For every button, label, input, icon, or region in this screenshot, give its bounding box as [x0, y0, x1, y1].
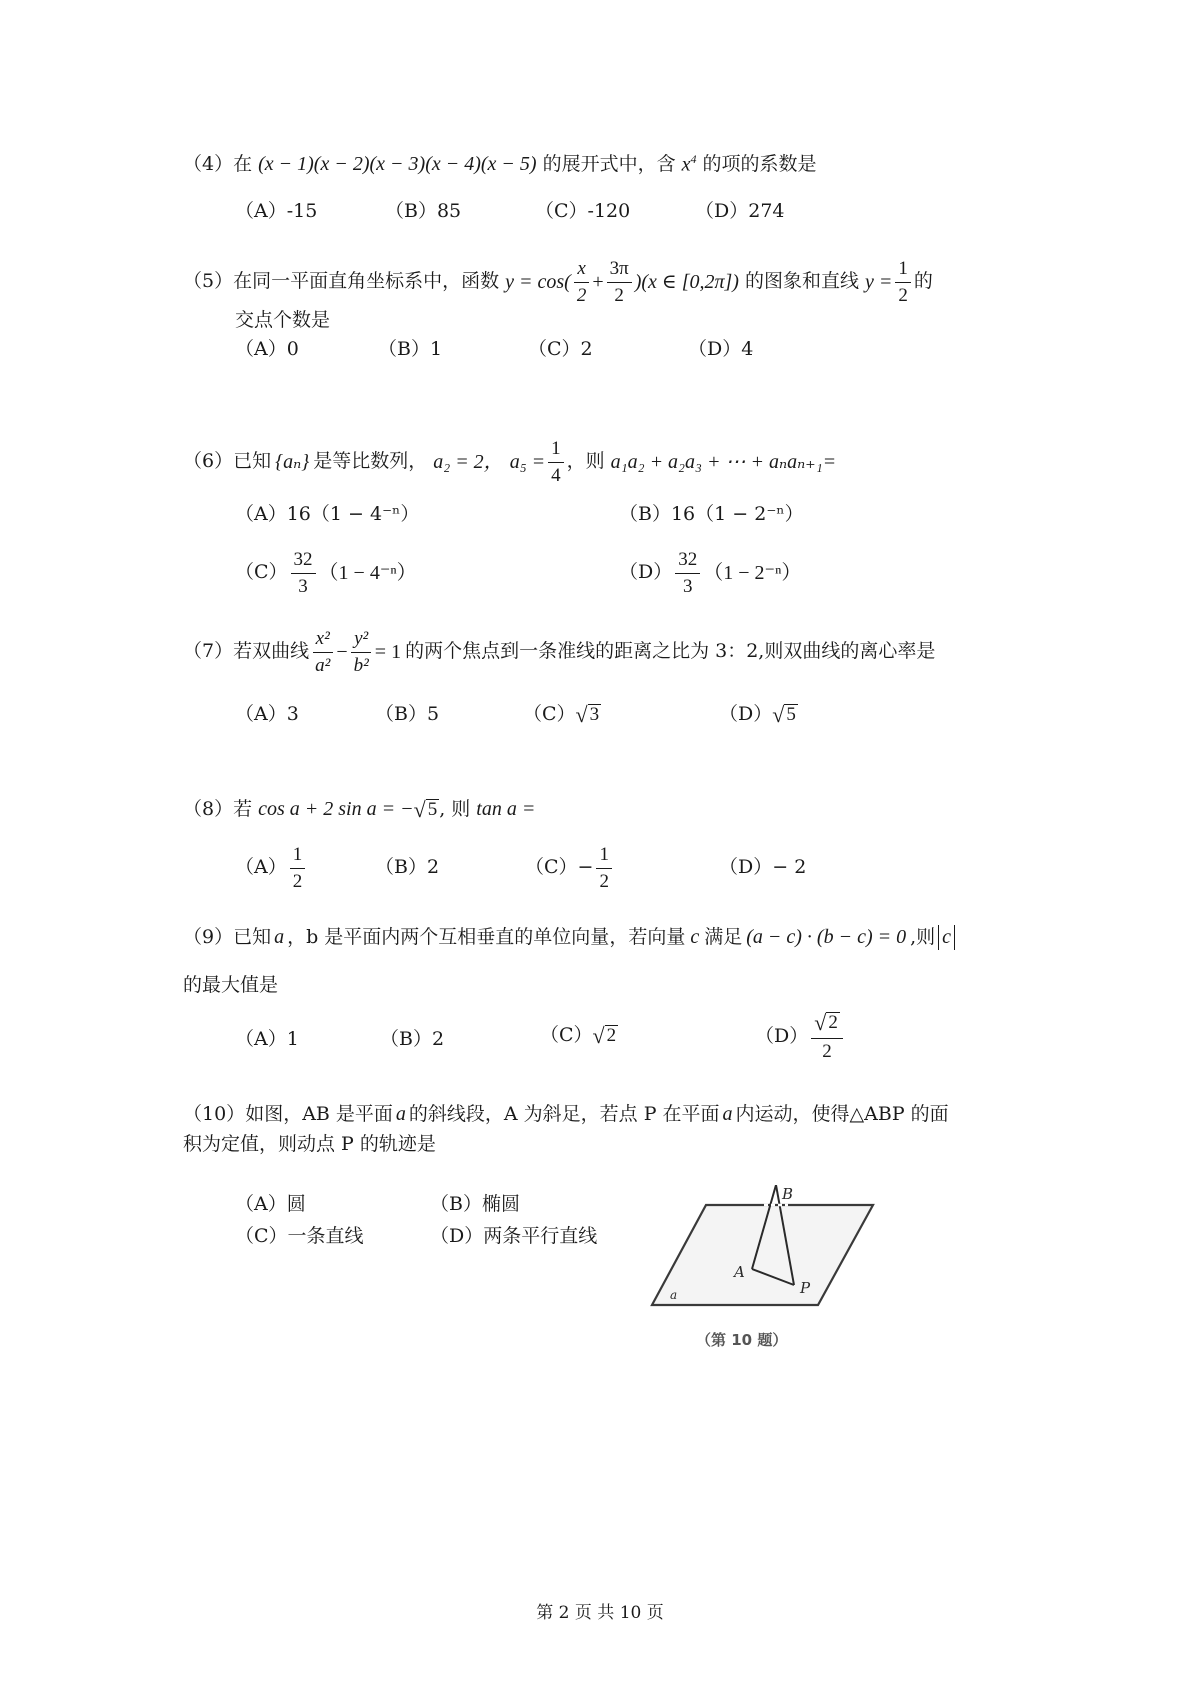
question-9-stem: （9） 已知 a ，b 是平面内两个互相垂直的单位向量，若向量 c 满足 (a − c) · (b − c) = 0 ,则 c: [183, 925, 1043, 950]
question-7: [183, 628, 1043, 749]
absolute-value: c: [938, 925, 955, 950]
question-8-options: [235, 844, 1043, 904]
question-5-options: [235, 338, 1043, 384]
question-9-options: [235, 1009, 1043, 1074]
option-b: （B）1: [378, 338, 443, 361]
polynomial-expression: (x − 1)(x − 2)(x − 3)(x − 4)(x − 5): [258, 153, 537, 176]
square-root: √ 5: [413, 796, 438, 822]
question-number: （7）: [183, 640, 234, 663]
square-root: √ 3: [575, 701, 600, 727]
option-c: （C）− $\frac{1}{2}$: [525, 844, 615, 893]
question-5-stem: （5） 在同一平面直角坐标系中，函数 y = cos( $\frac{x}{2}$ + $\frac{3\pi}{2}$ )(x ∈ [0,2π]) 的图象和直线 y = $\frac{1}{2}$ 的: [183, 258, 933, 306]
question-number: （4）: [183, 152, 234, 175]
option-b: （B）5: [375, 702, 440, 725]
question-5: （5） 在同一平面直角坐标系中，函数 y = cos( $\frac{x}{2}$ + $\frac{3\pi}{2}$ )(x ∈ [0,2π]) 的图象和直线 y = $\frac{1}{2}$ 的 交点个数是 （A）0 （B）1 （C）2 （D）4: [183, 258, 1043, 384]
question-7-options: [235, 703, 1043, 749]
question-10: （10） 如图，AB 是平面 a 的斜线段，A 为斜足，若点 P 在平面 a 内运动，使得△ABP 的面 积为定值，则动点 P 的轨迹是 （A）圆 （B）椭圆 （C）一条直线 （D）两条平行直线: [183, 1102, 1043, 1257]
fraction: $\frac{3\pi}{2}$: [607, 258, 632, 307]
option-a: （A）16（1 − 4⁻ⁿ）: [235, 502, 420, 525]
question-4: [183, 152, 1043, 246]
question-number: （6）: [183, 450, 234, 473]
option-d: （D）4: [688, 338, 754, 361]
question-8-stem: （8） 若 cos a + 2 sin a = − √ 5 , 则 tan a =: [183, 796, 536, 822]
question-6-options-row-2: [235, 549, 1043, 615]
option-a: （A）-15: [235, 199, 318, 222]
option-a: （A）0: [235, 338, 299, 361]
option-b: （B）2: [380, 1027, 445, 1050]
option-a: （A）圆: [235, 1192, 306, 1215]
option-a: （A）1: [235, 1027, 299, 1050]
option-c: （C）一条直线: [235, 1224, 364, 1247]
question-6-stem: （6） 已知 {aₙ} 是等比数列， a₂ = 2， a₅ = $\frac{1}{4}$ ，则 a₁a₂ + a₂a₃ + ⋯ + aₙaₙ₊₁=: [183, 438, 837, 486]
option-c: （C）2: [528, 338, 593, 361]
label-alpha: a: [670, 1288, 678, 1302]
option-c: （C） $\frac{32}{3}$ （1 − 4⁻ⁿ）: [235, 548, 417, 597]
question-10-options-row-1: [235, 1193, 1043, 1225]
option-d: （D） $\frac{32}{3}$ （1 − 2⁻ⁿ）: [619, 548, 802, 597]
fraction: $\frac{x}{2}$: [574, 258, 590, 307]
option-d: （D）两条平行直线: [430, 1224, 598, 1247]
label-p: P: [800, 1279, 811, 1297]
plane-alpha: [652, 1205, 873, 1305]
option-d: （D）− 2: [719, 856, 807, 878]
page-footer: 第 2 页 共 10 页: [536, 1603, 664, 1623]
option-d: （D） √ 2 2: [755, 1012, 846, 1063]
fraction: $\frac{\text{x²}}{\text{a²}}$: [312, 628, 333, 677]
question-number: （10）: [183, 1102, 246, 1125]
option-c: （C） √ 2: [540, 1022, 617, 1048]
question-10-stem: （10） 如图，AB 是平面 a 的斜线段，A 为斜足，若点 P 在平面 a 内运动，使得△ABP 的面: [183, 1102, 949, 1125]
question-6: [183, 438, 1043, 615]
option-b: （B）椭圆: [430, 1192, 520, 1215]
question-8: [183, 797, 1043, 904]
question-4-stem: （4） 在 (x − 1)(x − 2)(x − 3)(x − 4)(x − 5) 的展开式中，含 $x^4$ 的项的系数是: [183, 152, 817, 176]
option-c: （C）-120: [535, 199, 631, 222]
option-b: （B）2: [375, 856, 440, 878]
option-c: （C） √ 3: [523, 701, 600, 727]
figure-caption: （第 10 题）: [696, 1331, 788, 1349]
option-d: （D） √ 5: [719, 701, 796, 727]
question-10-options-row-2: [235, 1225, 1043, 1257]
question-9: （9） 已知 a ，b 是平面内两个互相垂直的单位向量，若向量 c 满足 (a − c) · (b − c) = 0 ,则 c 的最大值是 （A）1 （B）2 （C） √ 2 （D） √ 2 2: [183, 925, 1043, 1074]
square-root: √ 2: [592, 1022, 617, 1048]
question-4-options: [235, 200, 1043, 246]
power-term: $x^4$: [681, 152, 697, 176]
square-root: √ 2: [814, 1009, 838, 1035]
question-number: （9）: [183, 925, 234, 948]
option-d: （D）274: [695, 199, 785, 222]
fraction: $\frac{1}{2}$: [895, 258, 911, 307]
label-a: A: [734, 1263, 745, 1281]
question-number: （5）: [183, 270, 234, 293]
option-a: （A）3: [235, 702, 299, 725]
fraction: $\frac{1}{4}$: [548, 438, 564, 487]
option-b: （B）85: [385, 199, 462, 222]
question-7-stem: （7） 若双曲线 $\frac{\text{x²}}{\text{a²}}$ − $\frac{\text{y²}}{\text{b²}}$ = 1 的两个焦点到一条准线的距离之比为 3：2,则双曲线的离心率是: [183, 628, 936, 676]
question-10-figure: [648, 1185, 888, 1375]
question-6-options-row-1: [235, 503, 1043, 549]
question-number: （8）: [183, 797, 234, 820]
option-b: （B）16（1 − 2⁻ⁿ）: [619, 502, 804, 525]
square-root: √ 5: [772, 701, 796, 727]
option-a: （A） $\frac{1}{2}$: [235, 844, 308, 893]
label-b: B: [782, 1185, 794, 1203]
fraction: $\frac{\text{y²}}{\text{b²}}$: [351, 628, 372, 677]
